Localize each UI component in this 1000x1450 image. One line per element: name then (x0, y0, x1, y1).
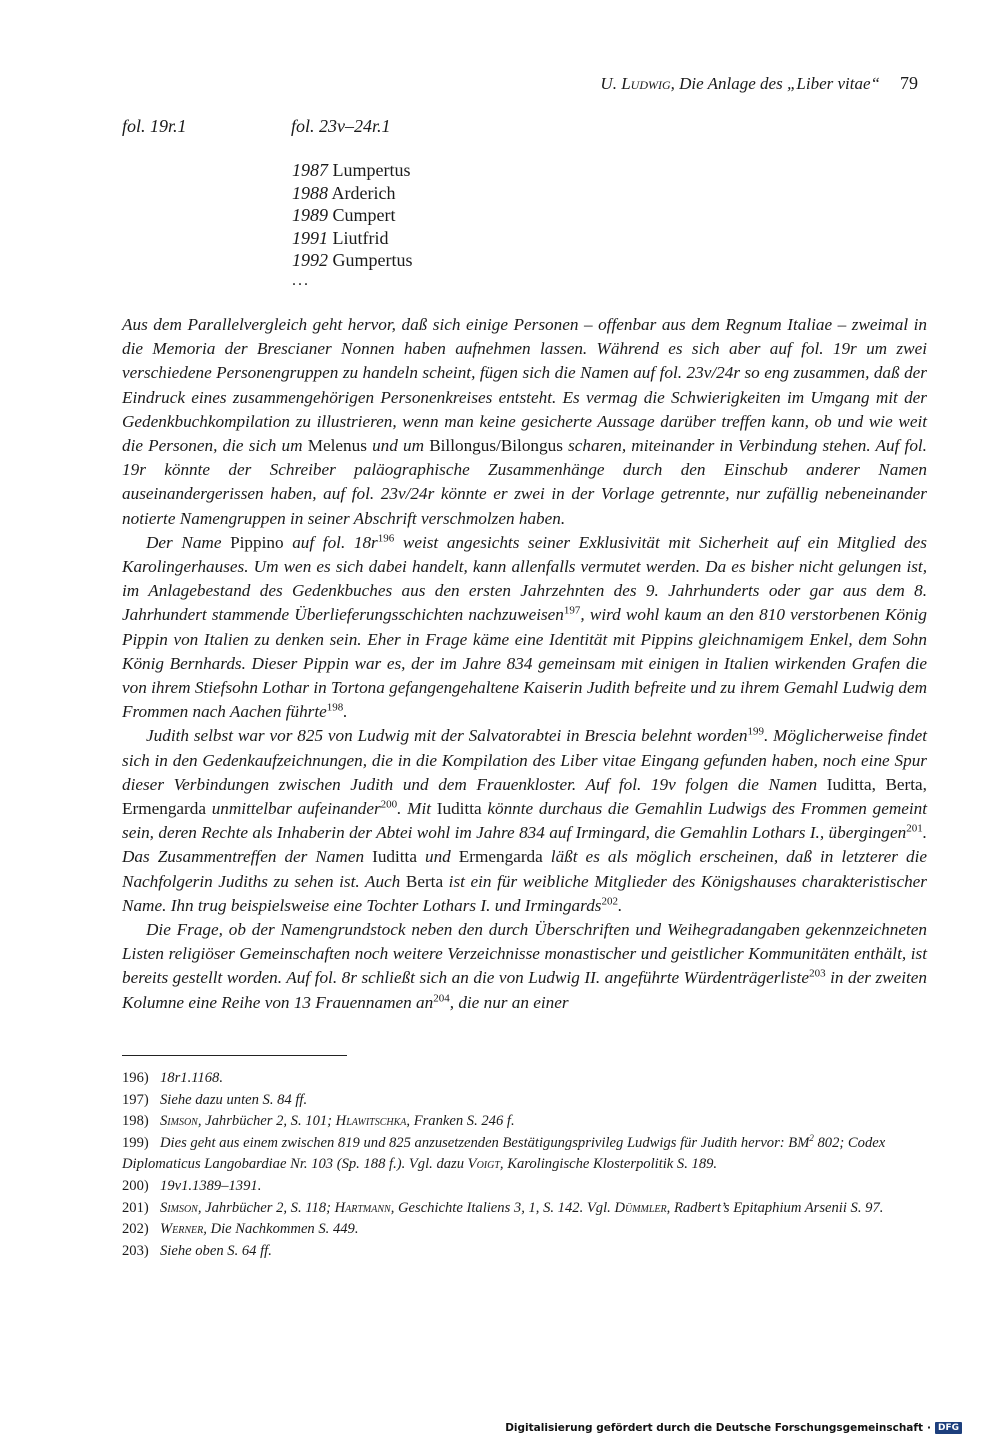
entry-number: 1989 (292, 205, 328, 225)
entry-number: 1988 (292, 182, 328, 203)
dfg-logo: DFG (935, 1422, 962, 1434)
dfg-funding-notice (505, 1422, 962, 1434)
footnote-ref[interactable]: 196 (377, 532, 395, 545)
footnote-ref[interactable]: 203 (809, 967, 826, 980)
name-entry (292, 227, 413, 250)
footnote-ref[interactable]: 199 (747, 725, 765, 738)
footnote-197: 197) Siehe dazu unten S. 84 ff. (122, 1091, 308, 1108)
footnote-200: 200) 19v1.1389–1391. (122, 1177, 262, 1194)
dfg-dot: · (926, 1422, 931, 1434)
header-author: U. Ludwig (600, 74, 671, 93)
footnote-ref[interactable]: 202 (601, 895, 618, 908)
entry-name: Liutfrid (332, 227, 389, 248)
dfg-notice-text: Digitalisierung gefördert durch die Deutsche Forschungsgemeinschaft (505, 1422, 923, 1434)
name-entry (292, 159, 413, 182)
body-text (122, 313, 927, 1015)
footnote-196: 196) 18r1.1168. (122, 1070, 223, 1086)
footnotes (122, 1068, 927, 1262)
footnote-202: 202) Werner, Die Nachkommen S. 449. (122, 1221, 359, 1238)
entry-name: Gumpertus (332, 250, 413, 270)
name-entry (292, 204, 413, 227)
footnote-ref[interactable]: 200 (380, 798, 398, 811)
name-list (292, 159, 413, 272)
footnote-198: 198) Simson, Jahrbücher 2, S. 101; Hlawitschka, Franken S. 246 f. (122, 1113, 515, 1130)
footnote-203: 203) Siehe oben S. 64 ff. (122, 1242, 272, 1259)
footnote-ref[interactable]: 198 (326, 701, 344, 714)
name-entry (292, 182, 413, 205)
entry-number: 1992 (292, 250, 328, 270)
name-entry (292, 249, 413, 272)
paragraph-3: Judith selbst war vor 825 von Ludwig mit der Salvatorabtei in Brescia belehnt worden$^{199}$. Möglicherweise findet sich in den Gedenkaufzeichnungen, die in die Kompilation des Liber vitae Eingang gefunden haben, noch eine Spur dieser Verbindungen zwischen Judith und dem Frauenkloster. Auf fol. 19v folgen die Namen Iuditta, Berta, Ermengarda unmittelbar aufeinander$^{200}$. Mit Iuditta könnte durchaus die Gemahlin Ludwigs des Frommen gemeint sein, deren Rechte als Inhaberin der Abtei wohl im Jahre 834 auf Irmingard, die Gemahlin Lothars I., übergingen$^{201}$. Das Zusammentreffen der Namen Iuditta und Ermengarda läßt es als möglich erscheinen, daß in letzterer die Nachfolgerin Judiths zu sehen ist. Auch Berta ist ein für weibliche Mitglieder des Königshauses charakteristischer Name. Ihn trug beispielsweise eine Tochter Lothars I. und Irmingards$^{202}$. (122, 725, 928, 915)
paragraph-4: Die Frage, ob der Namengrundstock neben den durch Überschriften und Weihegradangaben gekennzeichneten Listen religiöser Gemeinschaften noch weitere Verzeichnisse monastischer und geistlicher Kommunitäten enthält, ist bereits gestellt worden. Auf fol. 8r schließt sich an die von Ludwig II. angeführte Würdenträgerliste$^{203}$ in der zweiten Kolumne eine Reihe von 13 Frauennamen $an^{204}$, die nur an einer (122, 920, 927, 1012)
list-ellipsis: ... (292, 272, 310, 289)
entry-name: Cumpert (332, 205, 396, 225)
running-header (320, 74, 880, 94)
page-number: 79 (900, 73, 918, 93)
entry-number: 1987 (292, 160, 328, 180)
fol-label-right: fol. 23v–24r.1 (291, 116, 391, 136)
footnote-ref[interactable]: 197 (563, 604, 581, 617)
paragraph-1: Aus dem Parallelvergleich geht hervor, daß sich einige Personen – offenbar aus dem Regnum Italiae – zweimal in die Memoria der Brescianer Nonnen haben aufnehmen lassen. Während es sich aber auf fol. 19r um zwei verschiedene Personengruppen zu handeln scheint, fügen sich die Namen auf fol. 23v/24r so eng zusammen, daß der Eindruck eines zusammengehörigen Personenkreises entsteht. Es vermag die Schwierigkeiten im Umgang mit der Gedenkbuchkompilation zu illustrieren, wenn man keine gesicherte Aussage darüber treffen kann, ob und wie weit die Personen, die sich um Melenus und um Billongus/Bilongus scharen, miteinander in Verbindung stehen. Auf fol. 19r könnte der Schreiber paläographische Zusammenhänge durch den Einschub anderer Namen auseinandergerissen haben, auf fol. 23v/24r könnte er zwei in der Vorlage getrennte, nur zufällig nebeneinander notierte Namengruppen in seiner Abschrift verschmolzen haben. (122, 315, 927, 528)
entry-number: 1991 (292, 227, 328, 248)
footnote-201: 201) Simson, Jahrbücher 2, S. 118; Hartmann, Geschichte Italiens 3, 1, S. 142. Vgl. Dümmler, Radbert’s Epitaphium Arsenii S. 97. (122, 1199, 884, 1216)
paragraph-2: Der Name Pippino auf fol. $18r^{196}$ weist angesichts seiner Exklusivität mit Sicherheit auf ein Mitglied des Karolingerhauses. Um wen es sich dabei handelt, kann allenfalls vermutet werden. Da es bisher nicht gelungen ist, im Anlagebestand des Gedenkbuches aus den ersten Jahrzehnten des 9. Jahrhunderts oder gar aus dem 8. Jahrhundert stammende Überlieferungsschichten nachzuweisen$^{197}$, wird wohl kaum an den 810 verstorbenen König Pippin von Italien zu denken sein. Eher in Frage käme eine Identität mit Pippins gleichnamigem Enkel, dem Sohn König Bernhards. Dieser Pippin war es, der im Jahre 834 gemeinsam mit einigen in Italien wirkenden Grafen die von ihrem Stiefsohn Lothar in Tortona gefangengehaltene Kaiserin Judith befreite und zu ihrem Gemahl Ludwig dem Frommen nach Aachen führte$^{198}$. (122, 532, 928, 722)
entry-name: Lumpertus (332, 160, 411, 180)
footnote-199: 199) Dies geht aus einem zwischen 819 und 825 anzusetzenden Bestätigungsprivileg Ludwigs für Judith hervor: $BM^2$ 802; Codex Diplomaticus Langobardiae Nr. 103 (Sp. 188 f.). Vgl. dazu Voigt, Karolingische Klosterpolitik S. 189. (122, 1132, 886, 1173)
entry-name: Arderich (331, 182, 396, 203)
fol-label-left: fol. 19r.1 (122, 116, 187, 136)
footnote-ref[interactable]: 204 (433, 991, 450, 1004)
footnote-divider (122, 1055, 347, 1056)
header-title: , Die Anlage des „Liber vitae“ (670, 74, 880, 93)
footnote-ref[interactable]: 201 (906, 822, 923, 835)
